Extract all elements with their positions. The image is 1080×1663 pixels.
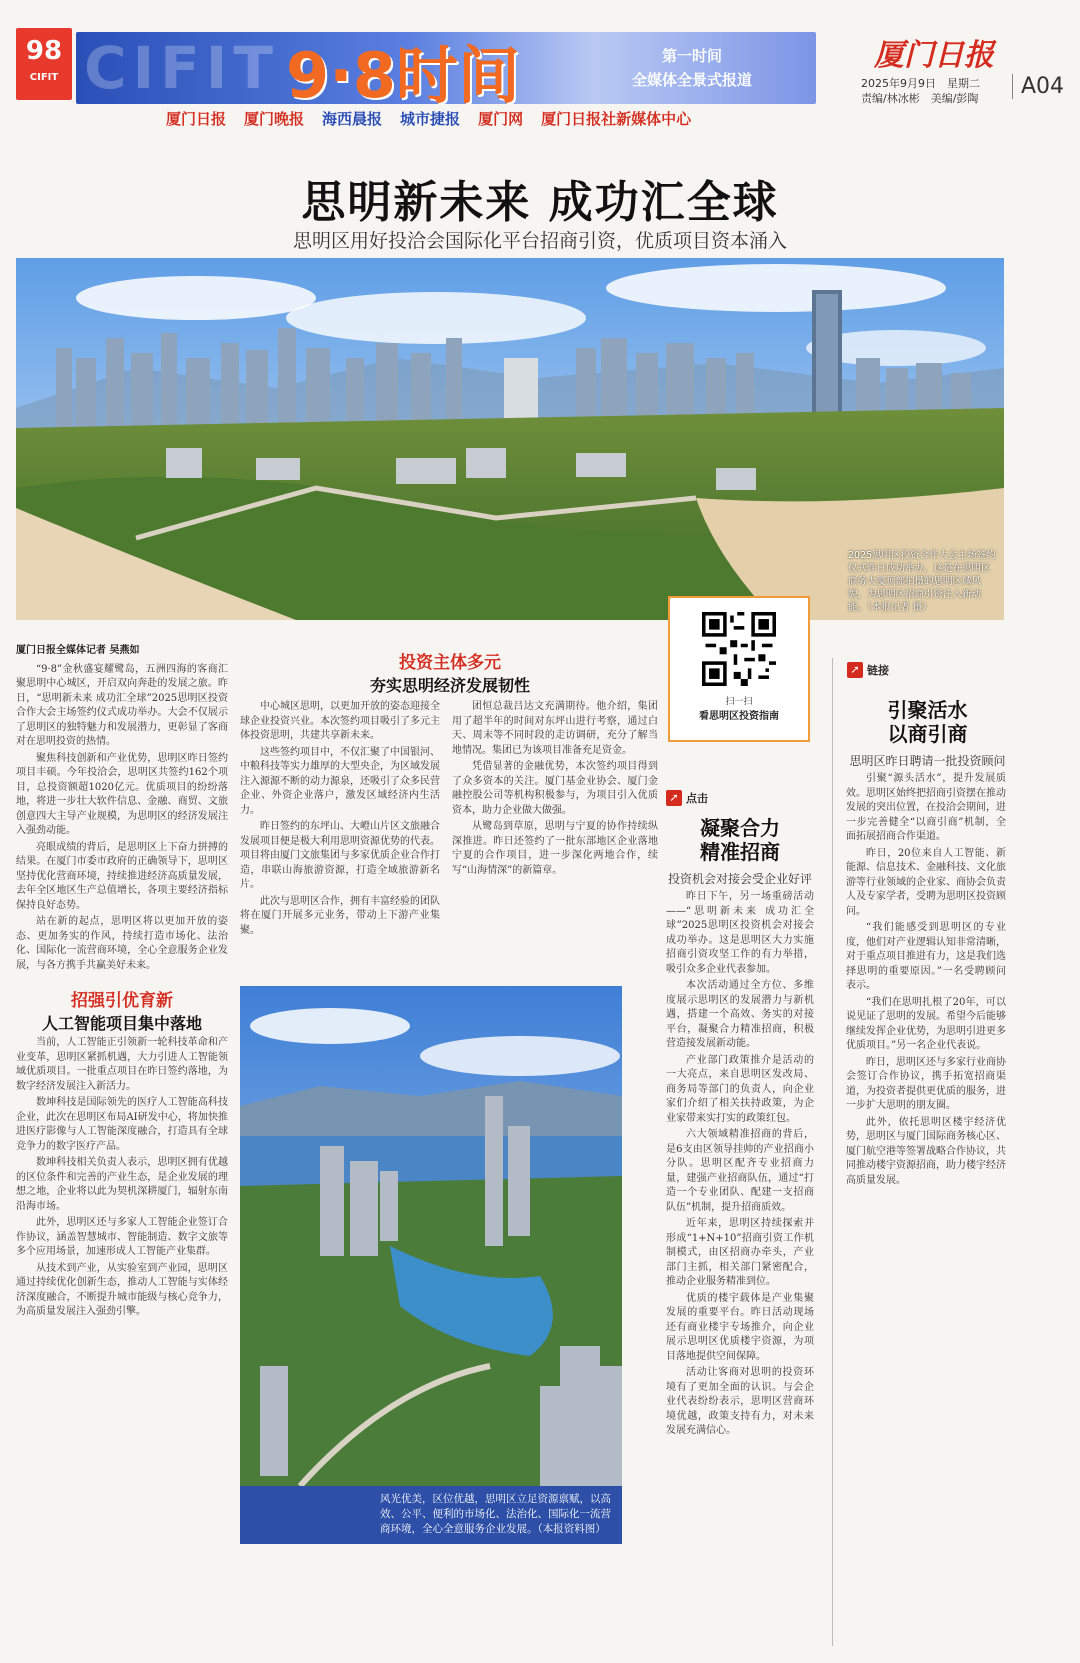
- city-aerial-photo: [240, 986, 622, 1486]
- section-talent-header: [16, 986, 228, 1042]
- section-talent-black: 人工智能项目集中落地: [41, 1014, 202, 1033]
- col2-paragraph: 中心城区思明，以更加开放的姿态迎接全球企业投资兴业。本次签约项目吸引了多元主体投资思明，共建共享新未来。: [240, 701, 440, 741]
- brand-city-express: 城市捷报: [400, 110, 461, 128]
- arrow-icon: ➚: [666, 790, 682, 806]
- cifit-logo: [16, 28, 72, 100]
- qr-label-scan: 扫一扫: [725, 697, 753, 707]
- col4-paragraph: 近年来，思明区持续探索并形成“1+N+10”招商引资工作机制模式，由区招商办牵头，产业部门主抓，相关部门紧密配合，推动企业服务精准到位。: [666, 1218, 814, 1287]
- col1b-paragraph: 此外，思明区还与多家人工智能企业签订合作协议，涵盖智慧城市、智能制造、数字文旅等多个应用场景，加速形成人工智能产业集群。: [16, 1217, 228, 1257]
- col1b-paragraph: 从技术到产业，从实验室到产业园，思明区通过持续优化创新生态，推动人工智能与实体经济深度融合，不断提升城市能级与核心竞争力，为高质量发展注入强劲引擎。: [16, 1262, 228, 1317]
- editors: 责编/林冰彬 美编/彭陶: [861, 92, 979, 105]
- masthead: [16, 28, 1064, 128]
- brand-xiamen-evening: 厦门晚报: [244, 110, 305, 128]
- tag-click-label: 点击: [686, 792, 708, 805]
- side-title-line-1: 引聚活水: [887, 698, 968, 722]
- col1-paragraph: 亮眼成绩的背后，是思明区上下奋力拼搏的结果。在厦门市委市政府的正确领导下，思明区坚持优化营商环境，持续推进经济高质量发展，去年全区地区生产总值增长，各项主要经济指标保持良好态势。: [16, 841, 228, 911]
- subheadline: 思明区用好投洽会国际化平台招商引资，优质项目资本涌入: [292, 230, 787, 252]
- banner-title: 9·8时间: [286, 39, 520, 104]
- story-precision-invest: [666, 786, 814, 895]
- tag-click: [666, 790, 708, 806]
- col5-paragraph: 引聚“源头活水”，提升发展质效。思明区始终把招商引资摆在推动发展的突出位置，在投洽会期间，进一步完善健全“以商引商”机制，全面拓展招商合作渠道。: [846, 773, 1006, 842]
- tag-link-label: 链接: [867, 664, 889, 677]
- side-title: [847, 698, 1008, 746]
- city-aerial-illustration: [240, 986, 622, 1486]
- cifit-logo-text: CIFIT: [29, 72, 59, 83]
- slogan-line-2: 全媒体全景式报道: [631, 71, 752, 89]
- col2-paragraph: 这些签约项目中，不仅汇聚了中国银河、中粮科技等实力雄厚的大型央企，为区域发展注入源源不断的动力源泉，还吸引了众多民营企业、外资企业落户，激发区域经济内生活力。: [240, 746, 440, 816]
- headline: 思明新未来 成功汇全球: [301, 177, 779, 228]
- brand-xiamen-net: 厦门网: [478, 110, 524, 128]
- col4-paragraph: 产业部门政策推介是活动的一大亮点，来自思明区发改局、商务局等部门的负责人，向企业家们介绍了相关扶持政策，为企业家带来实打实的政策红包。: [666, 1054, 814, 1124]
- hero-city-photo: [16, 258, 1004, 620]
- banner-9-8-time: [76, 32, 816, 104]
- col2-paragraph: 此次与思明区合作，拥有丰富经验的团队将在厦门开展多元业务，带动上下游产业集聚。: [240, 895, 440, 936]
- col1b-paragraph: 数坤科技是国际领先的医疗人工智能高科技企业，此次在思明区布局AI研发中心，将加快推进医疗影像与人工智能深度融合，打造具有全球竞争力的数字医疗产品。: [16, 1097, 228, 1152]
- slogan-line-1: 第一时间: [661, 47, 722, 65]
- col4-paragraph: 活动让客商对思明的投资环境有了更加全面的认识。与会企业代表纷纷表示，思明区营商环境优越，政策支持有力，对未来发展充满信心。: [666, 1367, 814, 1436]
- date-line: [861, 76, 980, 106]
- col3-paragraph: 凭借显著的金融优势，本次签约项目得到了众多资本的关注。厦门基金业协会、厦门金融控股公司等机构积极参与，为项目引入优质资本，助力企业做大做强。: [452, 761, 658, 816]
- col4-paragraph: 优质的楼宇载体是产业集聚发展的重要平台。昨日活动现场还有商业楼宇专场推介，向企业展示思明区优质楼宇资源，为项目落地提供空间保障。: [666, 1292, 814, 1362]
- issue-date: 2025年9月9日 星期二: [861, 77, 980, 90]
- page-number: A04: [1012, 74, 1064, 99]
- col5-paragraph: 昨日，思明区还与多家行业商协会签订合作协议，携手拓宽招商渠道，为投资者提供更优质的服务，进一步扩大思明的朋友圈。: [846, 1056, 1006, 1111]
- photo2-caption: 风光优美，区位优越，思明区立足资源禀赋，以高效、公平、便利的市场化、法治化、国际化一流营商环境，全心全意服务企业发展。（本报资料图）: [240, 1486, 622, 1544]
- qr-code-icon[interactable]: [702, 612, 776, 686]
- hero-caption: 2025思明区投资合作大会主场签约仪式昨日成功举办，这是在思明区商务大厦顶部拍摄的思明区域风貌，为思明区招商引资注入新动能。（本报记者 摄）: [848, 550, 996, 613]
- section-invest-red: 投资主体多元: [399, 653, 501, 673]
- col1b-paragraph: 数坤科技相关负责人表示，思明区拥有优越的区位条件和完善的产业生态，是企业发展的理想之地，企业将以此为契机深耕厦门，辐射东南沿海市场。: [16, 1157, 228, 1212]
- banner-ghost-text: CIFIT: [84, 34, 279, 102]
- column-1: [16, 644, 228, 975]
- cifit-logo-number: 98: [25, 36, 63, 66]
- brand-haixi-morning: 海西晨报: [322, 110, 383, 128]
- col4-paragraph: 昨日下午，另一场重磅活动——“思明新未来 成功汇全球”2025思明区投资机会对接会成功举办。这是思明区大力实施招商引资攻坚工作的有力举措，吸引众多企业代表参加。: [666, 891, 814, 975]
- col4-paragraph: 本次活动通过全方位、多维度展示思明区的发展潜力与新机遇，搭建一个高效、务实的对接平台，凝聚合力精准招商，积极营造接发展新动能。: [666, 980, 814, 1049]
- column-5: [846, 772, 1006, 1190]
- col1b-paragraph: 当前，人工智能正引领新一轮科技革命和产业变革，思明区紧抓机遇，大力引进人工智能领域优质项目。一批重点项目在昨日签约落地，为数字经济发展注入新活力。: [16, 1037, 228, 1092]
- column-2: [240, 700, 440, 940]
- brand-new-media-center: 厦门日报社新媒体中心: [541, 110, 692, 128]
- qr-label-guide: 看思明区投资指南: [699, 711, 779, 722]
- qr-code-box[interactable]: [668, 596, 810, 742]
- byline: 厦门日报全媒体记者 吴燕如: [16, 645, 140, 656]
- column-1b: [16, 1036, 228, 1322]
- section-invest-black: 夯实思明经济发展韧性: [369, 676, 530, 695]
- col3-paragraph: 团恒总裁吕达文充满期待。他介绍，集团用了超半年的时间对东坪山进行考察，通过白天、周末等不同时段的走访调研，充分了解当地情况。集团已为该项目准备充足资金。: [452, 701, 658, 756]
- column-4: [666, 890, 814, 1441]
- col1-paragraph: 站在新的起点，思明区将以更加开放的姿态、更加务实的作风，持续打造市场化、法治化、国际化一流营商环境，全心全意服务企业发展，与各方携手共赢美好未来。: [16, 916, 228, 971]
- col5-paragraph: 昨日，20位来自人工智能、新能源、信息技术、金融科技、文化旅游等行业领域的企业家、商协会负责人及专家学者，受聘为思明区投资顾问。: [846, 847, 1006, 917]
- col3-paragraph: 从鹭岛到草原，思明与宁夏的协作持续纵深推进。昨日还签约了一批东部地区企业落地宁夏的合作项目，进一步深化两地合作，续写“山海情深”的新篇章。: [452, 821, 658, 876]
- paper-logo: 厦门日报: [874, 38, 994, 73]
- story-title: [666, 816, 814, 864]
- side-subtitle: 思明区昨日聘请一批投资顾问: [849, 754, 1006, 768]
- banner-slogan: [632, 44, 752, 92]
- col1-paragraph: 聚焦科技创新和产业优势，思明区昨日签约项目丰硕。今年投洽会，思明区共签约162个项目，总投资额超1020亿元。优质项目的纷纷落地，将进一步壮大软件信息、金融、商贸、文旅创意四大主导产业规模，为思明区的经济发展注入强劲动能。: [16, 752, 228, 836]
- col1-paragraph: “9·8”金秋盛宴耀鹭岛，五洲四海的客商汇聚思明中心城区，开启双向奔赴的发展之旅。昨日，“思明新未来 成功汇全球”2025思明区投资合作大会主场签约仪式成功举办。大会不仅展示了思明区的独特魅力和发展潜力，更彰显了客商对在思明投资的热情。: [16, 663, 228, 747]
- section-invest-header: [240, 648, 660, 704]
- story-subtitle: 投资机会对接会受企业好评: [667, 872, 812, 886]
- col5-paragraph: “我们在思明扎根了20年，可以说见证了思明的发展。希望今后能够继续发挥企业优势，为思明引进更多优质项目。”另一名企业代表说。: [846, 996, 1006, 1051]
- col4-paragraph: 六大领域精准招商的背后，是6支由区领导挂帅的产业招商小分队。思明区配齐专业招商力量，建强产业招商队伍，通过“打造一个专业团队、配建一支招商队伍”机制，提升招商质效。: [666, 1129, 814, 1213]
- arrow-icon: ➚: [847, 662, 863, 678]
- col5-paragraph: “我们能感受到思明区的专业度，他们对产业逻辑认知非常清晰，对于重点项目推进有力，这是我们选择思明的重要原因。”一名受聘顾问表示。: [846, 922, 1006, 991]
- col2-paragraph: 昨日签约的东坪山、大嶝山片区文旅融合发展项目便是极大利用思明资源优势的代表。项目将由厦门文旅集团与多家优质企业合作打造，串联山海旅游资源，打造全域旅游新名片。: [240, 821, 440, 890]
- story-title-line-2: 精准招商: [700, 840, 780, 864]
- col5-paragraph: 此外，依托思明区楼宇经济优势，思明区与厦门国际商务核心区、厦门航空港等签署战略合作协议，共同推动楼宇资源招商，助力楼宇经济高质量发展。: [846, 1116, 1006, 1186]
- side-title-line-2: 以商引商: [887, 722, 968, 746]
- tag-link: [847, 662, 889, 678]
- section-talent-red: 招强引优育新: [71, 991, 173, 1011]
- column-3: [452, 700, 658, 880]
- brand-xiamen-daily: 厦门日报: [166, 110, 227, 128]
- story-title-line-1: 凝聚合力: [700, 816, 780, 840]
- media-brand-bar: [166, 108, 691, 129]
